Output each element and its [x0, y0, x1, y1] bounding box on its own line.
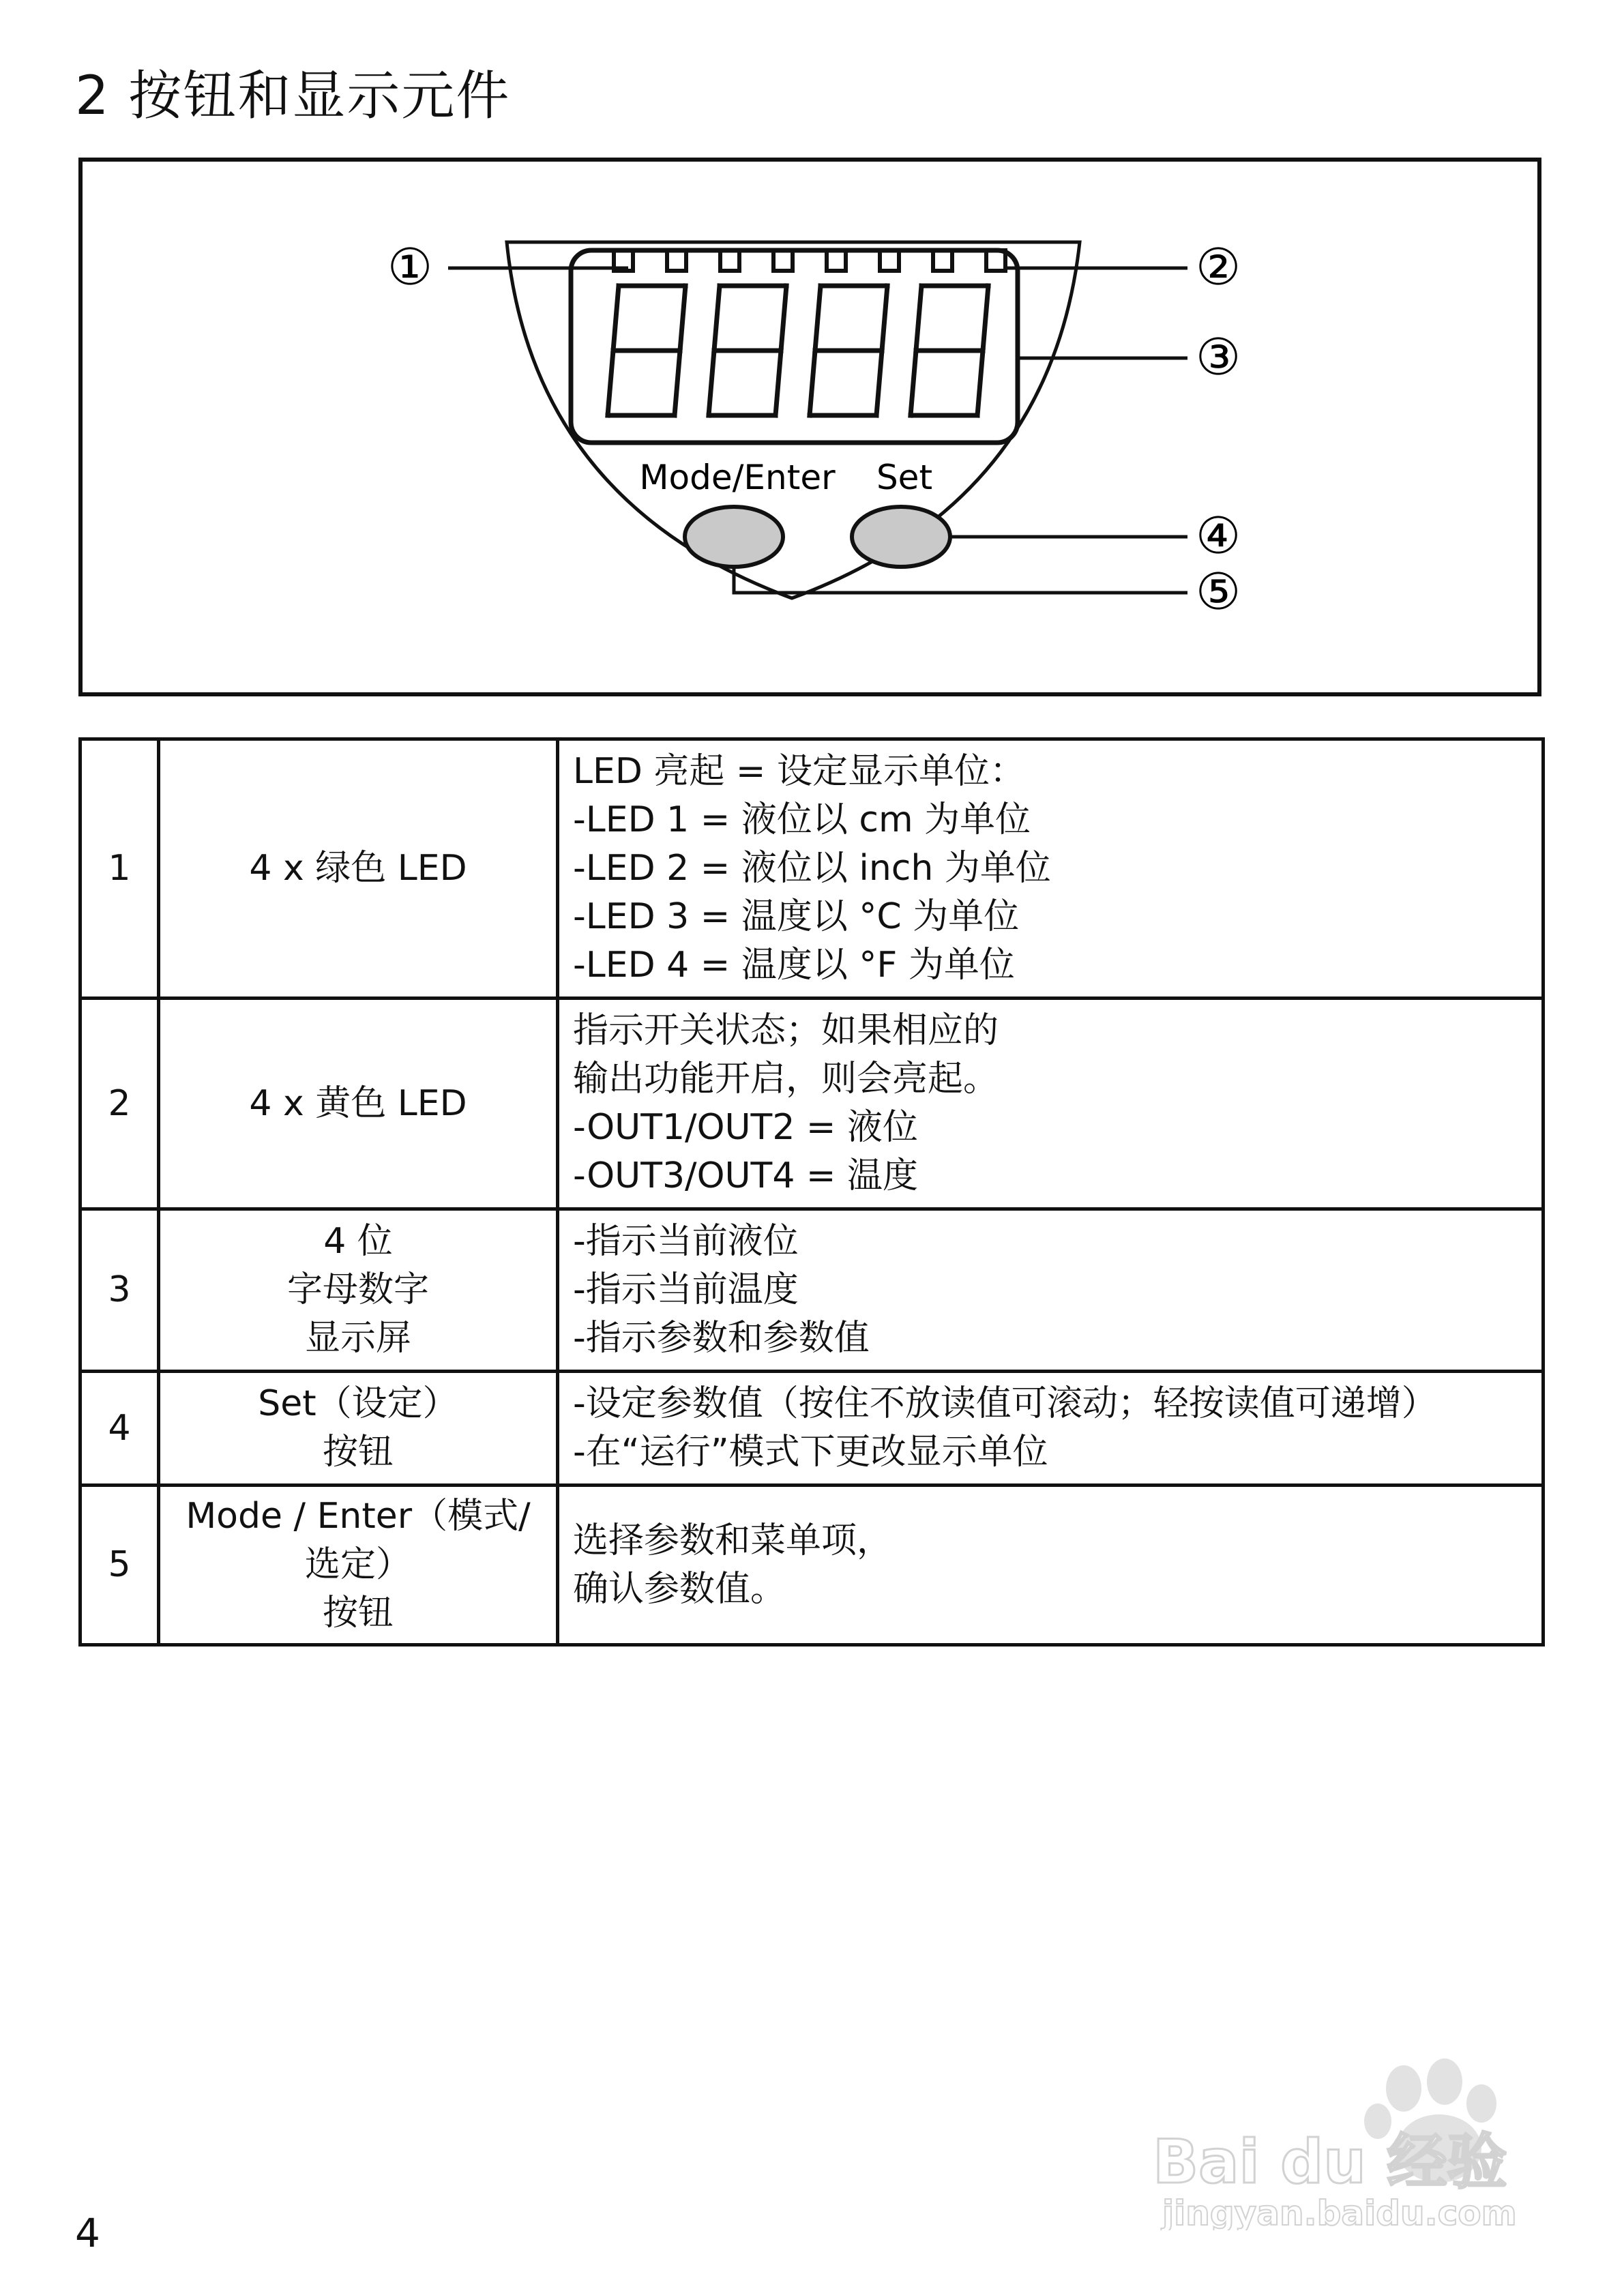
digit-segment — [882, 286, 887, 351]
element-name-line: 选定） — [304, 1544, 411, 1585]
description-line: -设定参数值（按住不放读值可滚动；轻按读值可递增） — [573, 1383, 1437, 1424]
callout-line-5 — [734, 567, 1187, 593]
row-number: 4 — [80, 1372, 159, 1486]
callout-3: ③ — [1195, 328, 1241, 387]
led-indicator — [880, 250, 899, 271]
mode-enter-button[interactable] — [685, 507, 783, 567]
element-name-line: 按钮 — [322, 1432, 394, 1473]
digit-segment — [709, 351, 714, 415]
set-label: Set — [876, 458, 933, 497]
element-name-line: 4 x 黄色 LED — [249, 1082, 467, 1124]
description-line: -指示当前温度 — [573, 1269, 799, 1310]
element-name — [159, 1372, 558, 1486]
digit-segment — [613, 286, 619, 351]
digit-segment — [977, 351, 983, 415]
description-line: -在“运行”模式下更改显示单位 — [573, 1432, 1048, 1473]
baidu-jingyan-watermark — [1153, 2046, 1548, 2230]
description-line: -OUT3/OUT4 = 温度 — [573, 1155, 919, 1196]
device-illustration — [83, 162, 1546, 700]
digit-segment — [810, 351, 815, 415]
callout-4: ④ — [1195, 507, 1241, 565]
set-button[interactable] — [852, 507, 950, 567]
description-line: -指示参数和参数值 — [573, 1318, 870, 1359]
element-name — [159, 999, 558, 1209]
description-line: 输出功能开启，则会亮起。 — [573, 1059, 999, 1099]
element-name-line: 4 x 绿色 LED — [249, 848, 467, 889]
description-line: -指示当前液位 — [573, 1221, 799, 1262]
callout-1: ① — [387, 238, 433, 297]
element-description — [558, 1372, 1544, 1486]
element-name-line: 按钮 — [322, 1593, 394, 1634]
description-line: -LED 2 = 液位以 inch 为单位 — [573, 848, 1051, 889]
led-indicator — [720, 250, 739, 271]
table-row — [80, 739, 1544, 999]
description-line: -LED 3 = 温度以 °C 为单位 — [573, 896, 1020, 937]
led-indicator — [827, 250, 846, 271]
table-row — [80, 1372, 1544, 1486]
row-number: 2 — [80, 999, 159, 1209]
description-line: -OUT1/OUT2 = 液位 — [573, 1107, 919, 1148]
seven-segment-display — [608, 286, 988, 415]
callout-2: ② — [1195, 238, 1241, 297]
page-number: 4 — [75, 2210, 100, 2256]
element-name-line: 4 位 — [323, 1221, 393, 1262]
table-row — [80, 1209, 1544, 1372]
device-diagram — [78, 158, 1541, 696]
digit-segment — [714, 286, 720, 351]
element-description — [558, 999, 1544, 1209]
element-description — [558, 1209, 1544, 1372]
display-digit — [709, 286, 786, 415]
element-name — [159, 1486, 558, 1645]
digit-segment — [876, 351, 882, 415]
legend-table — [78, 737, 1545, 1646]
description-line: 指示开关状态；如果相应的 — [573, 1010, 999, 1051]
description-line: LED 亮起 = 设定显示单位： — [573, 751, 1026, 792]
description-line: -LED 4 = 温度以 °F 为单位 — [573, 945, 1015, 986]
display-digit — [810, 286, 887, 415]
element-name — [159, 1209, 558, 1372]
digit-segment — [911, 351, 916, 415]
digit-segment — [983, 286, 988, 351]
watermark-url: jingyan.baidu.com — [1162, 2194, 1517, 2230]
led-indicator — [667, 250, 686, 271]
digit-segment — [608, 351, 613, 415]
table-row — [80, 999, 1544, 1209]
description-line: -LED 1 = 液位以 cm 为单位 — [573, 799, 1031, 840]
digit-segment — [815, 286, 821, 351]
row-number: 5 — [80, 1486, 159, 1645]
description-line: 选择参数和菜单项， — [573, 1520, 893, 1561]
led-indicator — [933, 250, 952, 271]
element-description — [558, 1486, 1544, 1645]
led-indicator — [773, 250, 793, 271]
element-name — [159, 739, 558, 999]
display-digit — [608, 286, 685, 415]
digit-segment — [680, 286, 685, 351]
mode-enter-label: Mode/Enter — [639, 458, 836, 497]
table-row — [80, 1486, 1544, 1645]
device-housing — [507, 242, 1080, 598]
element-description — [558, 739, 1544, 999]
digit-segment — [916, 286, 921, 351]
element-name-line: 显示屏 — [304, 1318, 411, 1359]
digit-segment — [675, 351, 680, 415]
section-title: 2 按钮和显示元件 — [75, 65, 511, 127]
element-name-line: 字母数字 — [286, 1269, 429, 1310]
description-line: 确认参数值。 — [573, 1568, 786, 1610]
element-name-line: Mode / Enter（模式/ — [186, 1496, 531, 1537]
digit-segment — [781, 286, 786, 351]
row-number: 1 — [80, 739, 159, 999]
digit-segment — [776, 351, 781, 415]
element-name-line: Set（设定） — [258, 1383, 458, 1424]
watermark-brand: Bai du 经验 — [1153, 2127, 1507, 2197]
row-number: 3 — [80, 1209, 159, 1372]
led-indicators — [614, 250, 1005, 271]
display-digit — [911, 286, 988, 415]
callout-5: ⑤ — [1195, 563, 1241, 621]
